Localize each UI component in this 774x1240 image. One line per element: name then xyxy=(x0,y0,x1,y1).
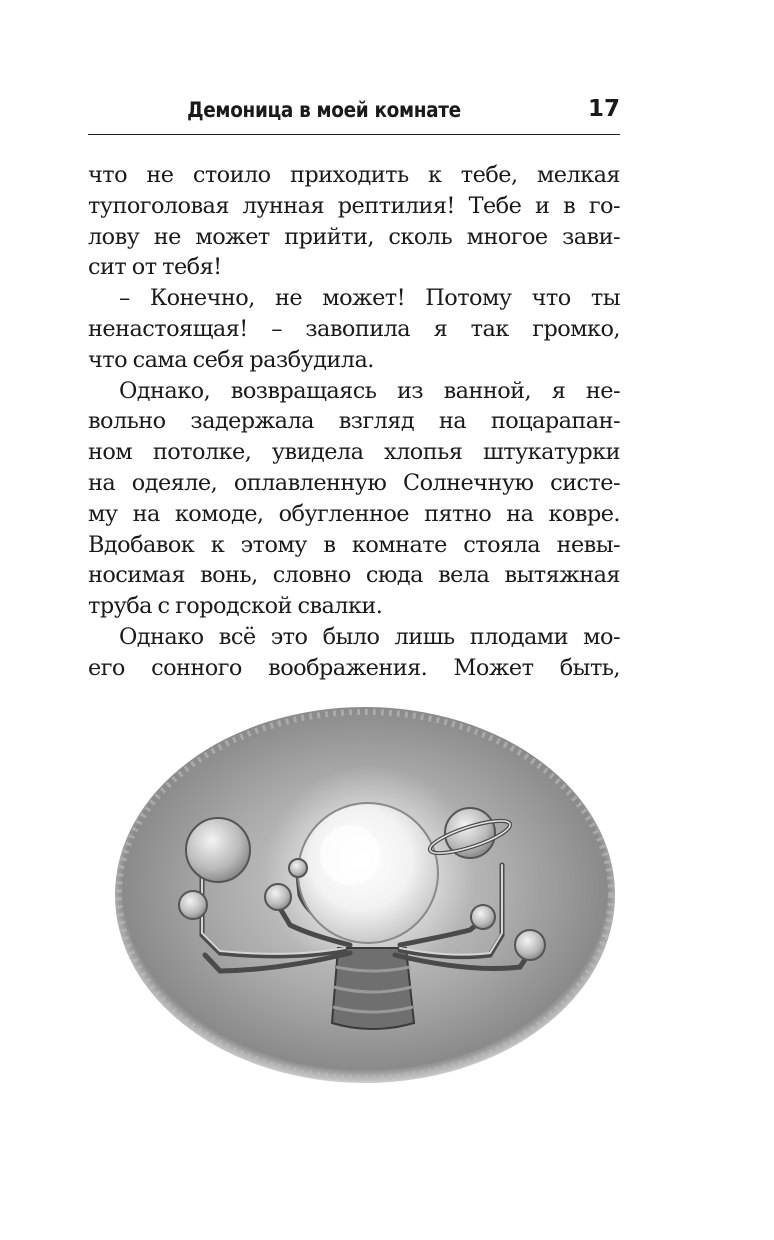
planet-tiny-left xyxy=(289,859,307,877)
text-line: что сама себя разбудила. xyxy=(88,346,374,373)
page-number: 17 xyxy=(587,96,620,122)
planet-small-left-1 xyxy=(179,891,207,919)
planet-small-left-2 xyxy=(265,884,291,910)
text-line: труба с городской свалки. xyxy=(88,593,383,620)
text-line: Однако, возвращаясь из ванной, я не- xyxy=(119,377,620,404)
text-line: вольно задержала взгляд на поцарапан- xyxy=(88,408,620,435)
running-title: Демоница в моей комнате xyxy=(187,98,461,122)
text-line: что не стоило приходить к тебе, мелкая xyxy=(88,162,620,188)
planet-small-right-1 xyxy=(471,905,495,929)
text-line: сит от тебя! xyxy=(88,254,222,281)
text-line: му на комоде, обугленное пятно на ковре. xyxy=(88,500,620,527)
text-line: Однако всё это было лишь плодами мо- xyxy=(119,623,620,650)
text-line: Вдобавок к этому в комнате стояла невы- xyxy=(88,531,620,558)
text-line: на одеяле, оплавленную Солнечную систе- xyxy=(88,469,620,496)
sun-shine xyxy=(320,825,380,885)
solar-system-model-icon xyxy=(110,705,620,1095)
text-line: его сонного воображения. Может быть, xyxy=(88,654,620,681)
body-text xyxy=(88,160,620,684)
running-header xyxy=(88,94,620,135)
text-line: носимая вонь, словно сюда вела вытяжная xyxy=(88,562,620,589)
text-line: ном потолке, увидела хлопья штукатурки xyxy=(88,439,620,466)
text-line: – Конечно, не может! Потому что ты xyxy=(119,285,620,312)
planet-small-right-2 xyxy=(515,930,545,960)
planet-large-left xyxy=(186,818,250,882)
text-line: тупоголовая лунная рептилия! Тебе и в го- xyxy=(88,192,620,219)
text-line: лову не может прийти, сколь многое зави- xyxy=(88,223,620,250)
text-line: ненастоящая! – завопила я так громко, xyxy=(88,315,620,342)
